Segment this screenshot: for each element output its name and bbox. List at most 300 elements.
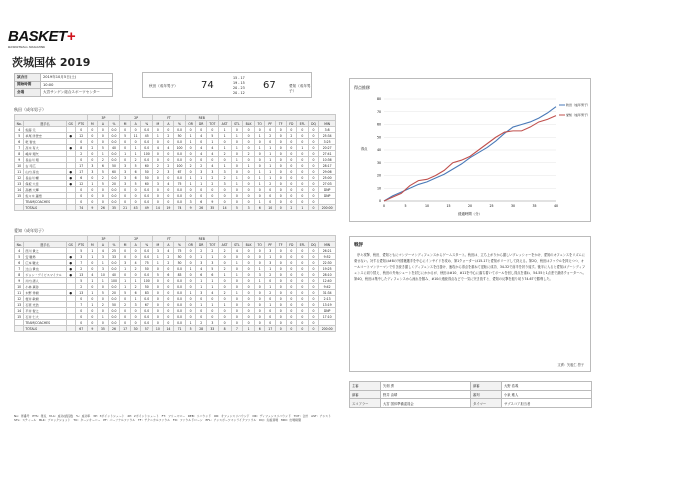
stat-cell: 3 [254,272,265,278]
stat-cell: 1 [231,290,243,296]
stat-cell: 0 [308,187,319,193]
stat-cell: 0 [75,157,87,163]
commentary-heading: 戦評 [354,243,363,248]
stat-cell: 0.0 [174,175,186,181]
stat-cell: ● [66,145,75,151]
stat-cell: 4 [231,248,243,254]
y-tick-label: 50 [376,135,381,140]
stat-cell: 0 [87,260,98,266]
stat-cell: 2 [163,163,174,169]
stat-cell: 0 [243,169,255,175]
stat-cell: 3 [120,175,131,181]
stat-cell: 0 [153,278,164,284]
stat-cell: 1 [265,145,276,151]
stat-cell: 0 [243,290,255,296]
stat-cell: 2 [265,181,276,187]
stat-cell: 5 [98,290,109,296]
stat-cell: 1 [185,139,196,145]
stat-cell: 0.0 [108,187,120,193]
stat-cell: 0 [163,151,174,157]
stat-cell: TF [276,242,287,248]
stat-cell: 3 [120,260,131,266]
legend-label: 愛知（成年男子） [566,113,591,118]
stat-cell: 0 [130,308,141,314]
stat-cell: 0 [153,308,164,314]
stat-cell: 8 [75,145,87,151]
stat-cell: 75 [174,181,186,187]
stat-cell: 13 [75,272,87,278]
stat-cell: 17 [120,326,131,332]
stat-cell: 50 [141,169,153,175]
stat-cell: 1 [196,175,207,181]
stat-cell: 57 [141,326,153,332]
stat-cell: 0.0 [174,284,186,290]
stat-cell: 0.0 [108,139,120,145]
stat-cell: 3 [120,163,131,169]
y-tick-label: 60 [376,122,381,127]
stat-cell: 8 [15,151,24,157]
stat-cell: 0.0 [141,139,153,145]
stat-cell: 0 [308,254,319,260]
stat-cell: 5 [120,133,131,139]
stat-cell: 0 [231,308,243,314]
stat-cell: 0 [254,302,265,308]
stat-cell: 1 [231,260,243,266]
stat-cell: 9 [15,278,24,284]
stat-cell: 0.0 [108,175,120,181]
stat-cell: 0 [286,308,297,314]
stat-cell: MIN [319,121,336,127]
stat-cell: 3 [153,181,164,187]
stat-cell: 0 [308,133,319,139]
stat-cell: 5 [15,133,24,139]
stat-cell: 0 [87,151,98,157]
score-summary [142,72,312,98]
stat-cell: 0 [87,157,98,163]
stat-cell: 0 [163,187,174,193]
x-tick-label: 20 [467,204,473,208]
stat-cell: 0 [297,181,309,187]
player-name: 川内 清人 [24,278,66,284]
stat-cell: 0 [75,308,87,314]
stat-cell: 0.0 [174,314,186,320]
stat-cell: 28 [196,326,207,332]
stat-cell: 0 [87,320,98,326]
stat-cell: 1 [196,278,207,284]
stat-cell: 0 [231,254,243,260]
stat-cell: 0 [231,320,243,326]
stat-cell: 10 [15,163,24,169]
stat-cell: 0 [276,181,287,187]
info-value: 10:00 [41,81,113,89]
stat-cell: 0 [308,326,319,332]
stat-cell: 0 [276,272,287,278]
stat-cell: 0 [276,145,287,151]
stat-cell: 1 [185,133,196,139]
stat-cell: 0 [243,248,255,254]
stat-cell: 40 [108,145,120,151]
stat-cell: 0 [153,157,164,163]
stat-cell: FD [286,242,297,248]
y-tick-label: 0 [378,199,381,204]
stat-cell: 2 [163,133,174,139]
quarter-4: 20 - 12 [233,91,245,95]
stat-cell: 1 [231,133,243,139]
stat-cell: 1 [254,266,265,272]
stat-cell: 0 [297,133,309,139]
stat-cell: 1 [265,157,276,163]
stat-cell: 0 [206,157,218,163]
stat-cell: 4 [206,290,218,296]
stat-cell: 7 [231,326,243,332]
stat-cell: 1 [120,278,131,284]
stat-cell: 0 [206,296,218,302]
stat-cell: 3 [265,260,276,266]
stat-cell: 5 [75,248,87,254]
stat-cell: 0 [286,139,297,145]
stat-cell: 0 [308,193,319,199]
stat-cell: 0 [218,296,231,302]
stat-cell: 4 [153,145,164,151]
stat-cell: 1 [231,157,243,163]
stat-cell: 17 [75,169,87,175]
stat-cell: 1 [265,175,276,181]
stat-cell: ● [66,169,75,175]
stat-cell: 28:17 [319,163,336,169]
stat-cell: 29:06 [319,169,336,175]
stat-cell: A [130,242,141,248]
stat-cell: 11 [130,133,141,139]
stat-cell: 0 [218,139,231,145]
stat-cell: 2 [163,260,174,266]
stat-cell: 0 [276,254,287,260]
stat-cell: 0.0 [108,284,120,290]
stat-cell: 9 [206,199,218,205]
official-role: 審判 [471,390,502,399]
stat-cell: 1 [87,278,98,284]
stat-cell: 0 [218,199,231,205]
stat-cell: 33 [108,254,120,260]
stat-cell: 4 [196,133,207,139]
stat-cell: 0 [308,278,319,284]
x-tick-label: 10 [424,204,430,208]
stat-cell: 0 [276,314,287,320]
stat-cell: 0 [231,199,243,205]
stat-cell: 2 [206,248,218,254]
stat-cell: 1 [243,163,255,169]
stat-cell: 0 [153,314,164,320]
stat-cell: 0 [120,157,131,163]
player-name: 卓尾 洋登史 [24,133,66,139]
stat-cell: 3 [243,205,255,211]
stat-cell: 0 [297,254,309,260]
stat-cell: 0 [286,302,297,308]
stat-cell: 0 [308,248,319,254]
stat-cell: 2 [218,266,231,272]
stat-cell: 0 [243,266,255,272]
stat-cell: 67 [141,302,153,308]
stat-cell: 0 [153,290,164,296]
stat-cell: 0 [254,290,265,296]
stat-cell: 7 [15,266,24,272]
official-name: 大野 浩義 [502,382,592,391]
stat-cell: 0 [87,266,98,272]
stat-cell: 0 [286,266,297,272]
stat-cell: 0 [265,193,276,199]
score-progression-chart [349,78,591,222]
stat-cell: 0 [163,266,174,272]
stat-cell: 1 [98,151,109,157]
stat-cell: 0.0 [174,193,186,199]
stat-cell: 0 [120,139,131,145]
stat-cell: 0 [75,296,87,302]
stat-cell: 0 [254,254,265,260]
stat-cell: 0 [297,296,309,302]
stat-cell: 0 [87,314,98,320]
stat-cell: STL [231,121,243,127]
stat-cell: 3 [87,163,98,169]
stat-cell: 2 [185,163,196,169]
stat-cell: ● [66,181,75,187]
stat-cell: 0 [297,320,309,326]
stat-cell: 1 [218,145,231,151]
stat-cell: 0 [276,260,287,266]
stat-cell: 0.0 [141,314,153,320]
stat-cell: 1 [196,302,207,308]
y-tick-label: 80 [376,97,381,102]
stat-cell: 0 [98,187,109,193]
stat-cell: 0 [185,308,196,314]
stat-cell: 1 [120,266,131,272]
stat-cell: 200:00 [319,205,336,211]
stat-cell: M [87,121,98,127]
stat-cell: 83 [141,290,153,296]
player-name: 選手名 [24,242,66,248]
stat-cell: 1 [185,290,196,296]
stat-cell: 11 [15,290,24,296]
stat-cell: 20 [108,290,120,296]
stat-cell: 15 [15,314,24,320]
stat-cell: M [120,121,131,127]
stat-cell: 0 [87,187,98,193]
stat-cell: 17:10 [319,314,336,320]
stat-cell: 0 [130,139,141,145]
stat-cell: 28:10 [319,272,336,278]
stat-cell: 0 [286,272,297,278]
stat-cell: 0 [308,139,319,145]
stat-cell: 1 [254,145,265,151]
stat-cell: DNP [319,193,336,199]
stat-cell: 0 [231,302,243,308]
stat-cell: 2 [75,151,87,157]
stat-cell: 0 [153,175,164,181]
stat-cell: 0 [98,127,109,133]
stat-cell: 100 [174,145,186,151]
column-group-header: 3P [87,236,120,242]
stat-cell: 0 [153,187,164,193]
stat-cell: 0 [206,314,218,320]
stat-cell: 0 [231,169,243,175]
stat-cell: 0 [254,157,265,163]
stat-cell: 5 [206,133,218,139]
stat-cell: 0 [308,308,319,314]
stat-cell: 0 [276,151,287,157]
stat-cell: 50 [174,260,186,266]
stat-cell: 0 [163,193,174,199]
stat-cell: 0 [297,248,309,254]
stat-cell: 0.0 [108,314,120,320]
stat-cell: 0 [231,266,243,272]
stat-cell: 0 [276,290,287,296]
stat-cell: 43 [130,205,141,211]
x-tick-label: 15 [446,204,451,208]
stat-cell: 35 [108,205,120,211]
stat-cell: 0 [87,193,98,199]
stat-cell: 1 [87,290,98,296]
stat-cell: 2 [243,151,255,157]
y-tick-label: 10 [376,186,381,191]
stat-cell [66,326,75,332]
stat-cell: 74 [75,205,87,211]
stat-cell: 2 [163,254,174,260]
stat-cell: 0 [308,175,319,181]
stat-cell: 2 [130,266,141,272]
stat-cell: 21 [120,205,131,211]
stat-cell: % [141,242,153,248]
brand-logo: BASKET+ BASKETBALL MAGAZINE [8,28,75,49]
stat-cell: 0 [297,278,309,284]
stat-cell: 0 [243,145,255,151]
stat-cell: 0 [185,145,196,151]
stat-cell: 6 [130,175,141,181]
column-group-header: REB [185,115,218,121]
stat-cell: M [87,242,98,248]
stat-cell: PF [265,242,276,248]
column-group-header: REB [185,236,218,242]
stat-cell: 1 [153,133,164,139]
stat-cell: 10:36 [319,157,336,163]
stat-cell: 1 [218,133,231,139]
stat-cell: 0 [286,193,297,199]
stat-cell: 3 [98,266,109,272]
stat-cell: 10 [153,326,164,332]
player-name: 桜井 敏樹 [24,296,66,302]
stat-cell: 0 [231,296,243,302]
official-name: 大宮 国体準備委員会 [381,399,471,408]
stat-cell: 0 [130,254,141,260]
stat-cell [15,205,24,211]
stat-cell: 0.0 [108,127,120,133]
stat-cell: 0 [185,278,196,284]
stat-cell: 0 [185,272,196,278]
y-tick-label: 70 [376,109,381,114]
stat-cell: 0.0 [108,151,120,157]
stat-cell: 30 [130,326,141,332]
stat-cell: 0.0 [174,151,186,157]
stat-cell: 0 [308,151,319,157]
stat-cell: MIN [319,242,336,248]
stat-cell: 0 [75,187,87,193]
player-name: TOTALS [24,326,66,332]
stat-cell: 0 [218,284,231,290]
stat-cell: 0 [243,284,255,290]
y-axis-label: 得点 [360,147,368,151]
stat-cell: 1 [185,266,196,272]
stat-cell: 6 [196,272,207,278]
y-tick-label: 20 [376,173,381,178]
stat-cell: 2 [98,302,109,308]
stat-cell: 0 [218,278,231,284]
stat-cell: 3 [120,169,131,175]
stat-cell: 2 [286,133,297,139]
stat-cell: 0 [243,260,255,266]
stat-cell: 5 [15,254,24,260]
stat-cell: 0 [185,314,196,320]
stat-cell: 0 [185,302,196,308]
stat-cell: 0 [297,314,309,320]
player-name: 石原 光浩 [24,302,66,308]
stat-cell: 0 [163,157,174,163]
stat-cell: ● [66,133,75,139]
stat-cell: PF [265,121,276,127]
stat-cell: 12 [75,181,87,187]
official-name: 小泉 雅人 [502,390,592,399]
stat-cell: 25:34 [319,133,336,139]
stat-cell: 1 [130,145,141,151]
stat-cell: 2 [218,248,231,254]
stat-cell: 1 [185,175,196,181]
stat-cell: 5 [75,278,87,284]
stat-cell: No. [15,121,24,127]
stat-cell: 5 [120,290,131,296]
stat-cell: 0 [243,308,255,314]
stat-cell: 0 [308,314,319,320]
stat-cell: 6 [254,326,265,332]
stat-cell: TOT [206,121,218,127]
stat-cell: 0 [185,193,196,199]
player-name: 石井 仁大 [24,314,66,320]
stat-cell: 0 [308,157,319,163]
stat-cell: M [120,242,131,248]
stat-cell: 0 [286,284,297,290]
stat-cell: 0 [130,127,141,133]
stat-cell: A [98,121,109,127]
stat-cell: PTS [75,121,87,127]
stat-cell: 2 [265,272,276,278]
stat-cell: 5 [231,205,243,211]
stat-cell: 0 [98,320,109,326]
stat-cell: 0 [243,302,255,308]
info-label: 開始時間 [15,81,41,89]
stat-cell: 0 [153,193,164,199]
stat-cell: No. [15,242,24,248]
stat-cell: AST [218,121,231,127]
stat-cell: 100 [174,163,186,169]
player-name: 辻山 貴也 [24,266,66,272]
stat-cell: 10 [98,272,109,278]
stat-cell: 0 [286,290,297,296]
stat-cell: OR [185,242,196,248]
stat-cell: 0 [130,314,141,320]
series-line-1 [384,107,556,201]
stat-cell: 0 [98,139,109,145]
stat-cell: 1 [87,181,98,187]
stat-cell: 0 [196,187,207,193]
stat-cell: 13:19 [319,302,336,308]
stat-cell: 1 [218,163,231,169]
stat-cell: 5 [153,272,164,278]
stat-cell: 0 [286,326,297,332]
